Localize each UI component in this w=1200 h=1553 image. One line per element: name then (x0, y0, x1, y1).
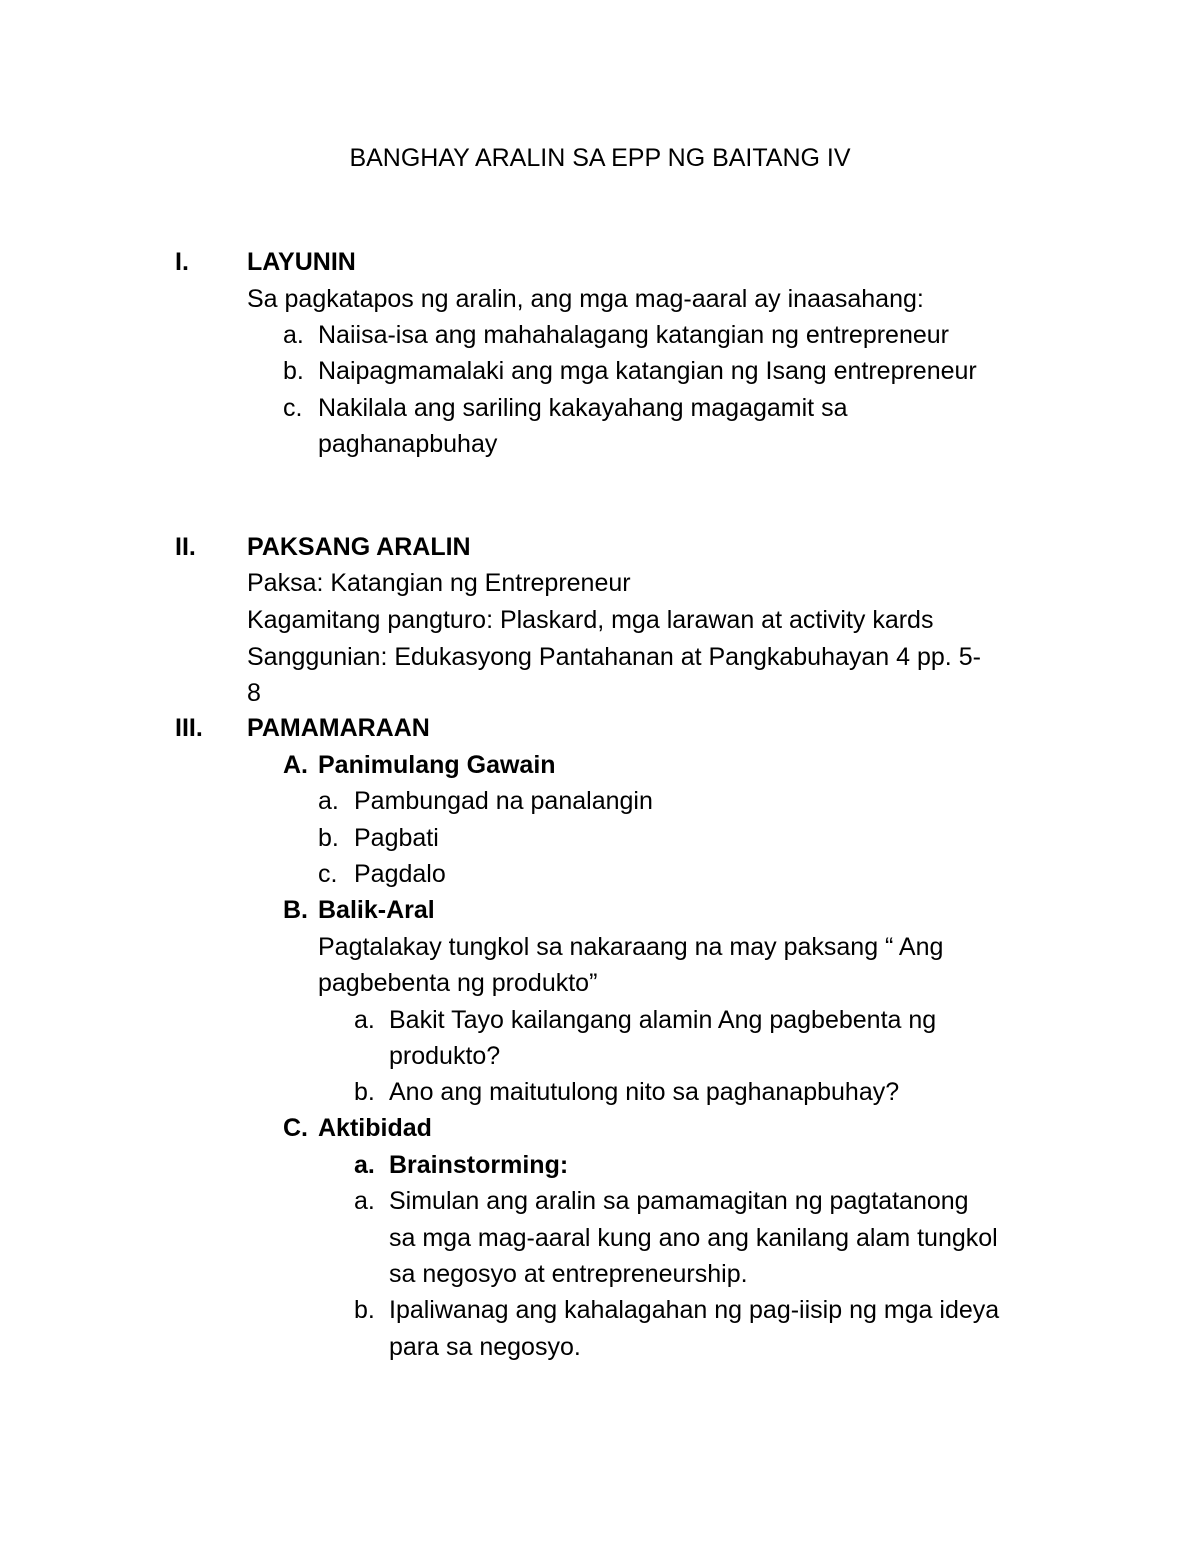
section-intro: Sa pagkatapos ng aralin, ang mga mag-aaral ay inaasahang: (247, 285, 924, 313)
subsection-heading: Balik-Aral (318, 896, 435, 924)
list-marker: a. (283, 321, 304, 349)
subsection-marker: B. (283, 896, 308, 924)
sub-heading-marker: a. (354, 1151, 375, 1179)
subsection-heading: Panimulang Gawain (318, 751, 556, 779)
subsection-intro-continuation: pagbebenta ng produkto” (318, 969, 598, 997)
subsection-marker: C. (283, 1114, 308, 1142)
sanggunian-continuation: 8 (247, 679, 261, 707)
list-item: Ano ang maitutulong nito sa paghanapbuhay? (389, 1078, 900, 1106)
list-marker: a. (354, 1187, 375, 1215)
subsection-marker: A. (283, 751, 308, 779)
kagamitan-text: Kagamitang pangturo: Plaskard, mga larawan at activity kards (247, 606, 934, 634)
list-item: Pambungad na panalangin (354, 787, 653, 815)
list-item: Nakilala ang sariling kakayahang magagamit sa (318, 394, 848, 422)
list-item: Naiisa-isa ang mahahalagang katangian ng entrepreneur (318, 321, 949, 349)
subsection-heading: Aktibidad (318, 1114, 432, 1142)
section-numeral: III. (175, 714, 203, 742)
list-item: Pagdalo (354, 860, 446, 888)
document-title: BANGHAY ARALIN SA EPP NG BAITANG IV (349, 144, 851, 172)
list-marker: a. (354, 1006, 375, 1034)
section-heading: PAMAMARAAN (247, 714, 430, 742)
list-item-continuation: produkto? (389, 1042, 501, 1070)
list-item-continuation: sa mga mag-aaral kung ano ang kanilang alam tungkol (389, 1224, 998, 1252)
sanggunian-text: Sanggunian: Edukasyong Pantahanan at Pangkabuhayan 4 pp. 5- (247, 643, 981, 671)
list-marker: b. (318, 824, 339, 852)
list-item-continuation: para sa negosyo. (389, 1333, 581, 1361)
list-marker: b. (354, 1296, 375, 1324)
section-numeral: I. (175, 248, 189, 276)
list-item-continuation: paghanapbuhay (318, 430, 498, 458)
section-heading: LAYUNIN (247, 248, 356, 276)
list-marker: c. (283, 394, 303, 422)
list-item: Pagbati (354, 824, 439, 852)
sub-heading: Brainstorming: (389, 1151, 569, 1179)
paksa-text: Paksa: Katangian ng Entrepreneur (247, 569, 631, 597)
section-heading: PAKSANG ARALIN (247, 533, 471, 561)
list-marker: b. (283, 357, 304, 385)
list-item-continuation: sa negosyo at entrepreneurship. (389, 1260, 748, 1288)
list-item: Naipagmamalaki ang mga katangian ng Isang entrepreneur (318, 357, 977, 385)
section-numeral: II. (175, 533, 196, 561)
subsection-intro: Pagtalakay tungkol sa nakaraang na may paksang “ Ang (318, 933, 944, 961)
list-item: Simulan ang aralin sa pamamagitan ng pagtatanong (389, 1187, 969, 1215)
list-marker: a. (318, 787, 339, 815)
list-item: Bakit Tayo kailangang alamin Ang pagbebenta ng (389, 1006, 937, 1034)
list-marker: c. (318, 860, 338, 888)
list-marker: b. (354, 1078, 375, 1106)
list-item: Ipaliwanag ang kahalagahan ng pag-iisip ng mga ideya (389, 1296, 1000, 1324)
